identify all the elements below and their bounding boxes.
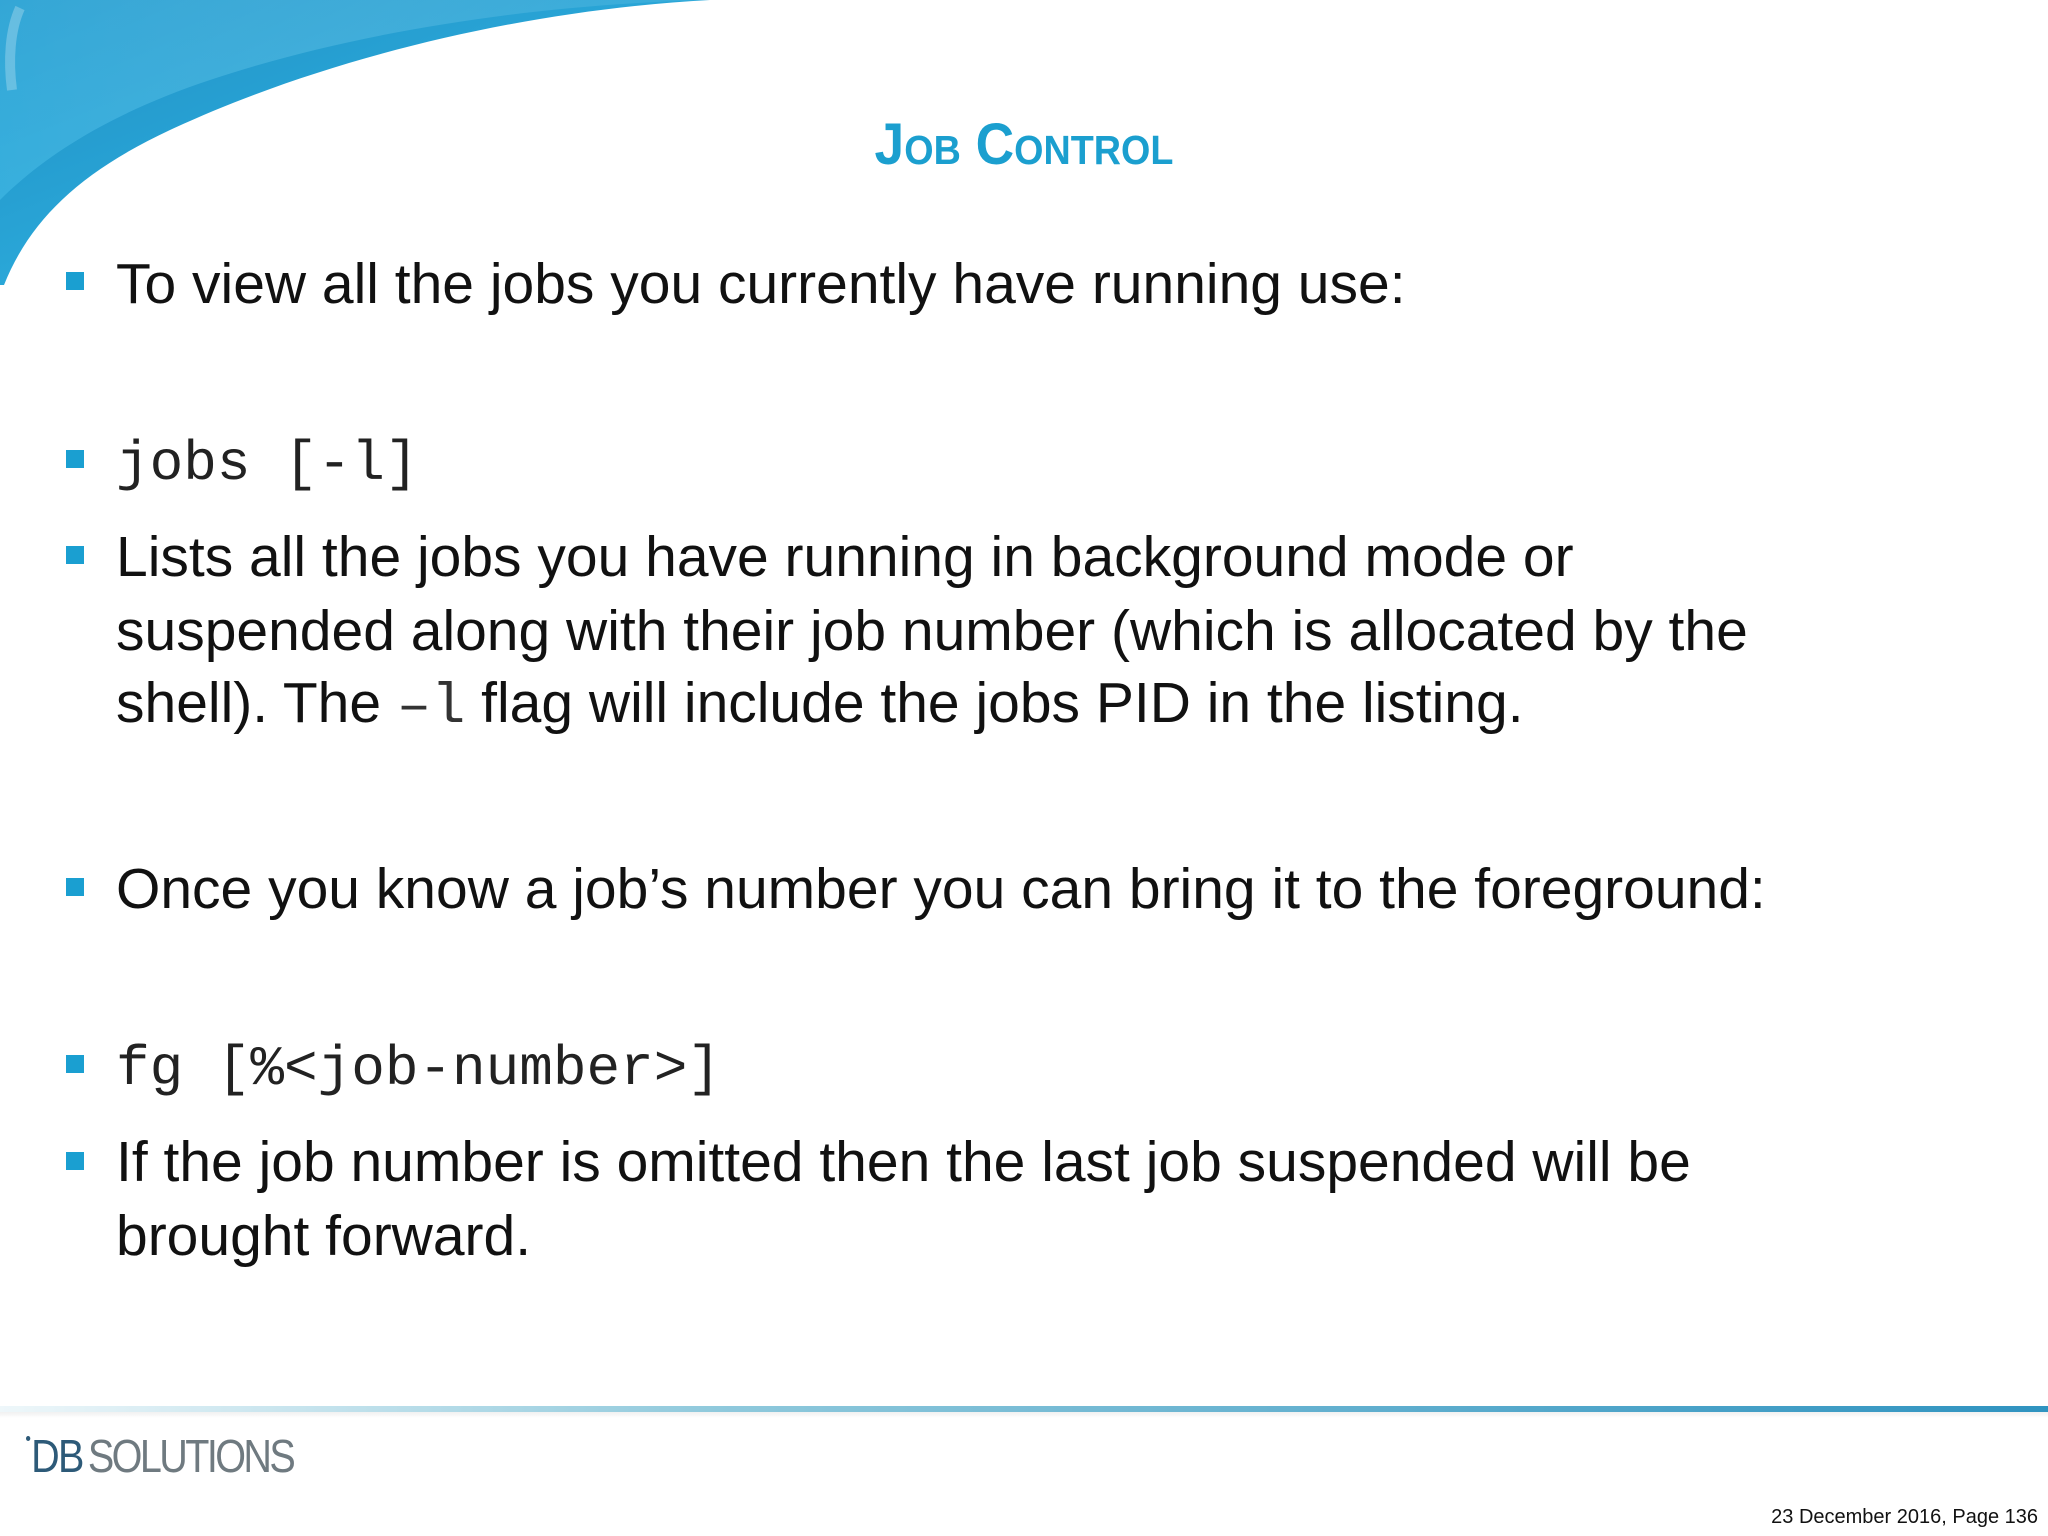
bullet-text-foreground: Once you know a job’s number you can bring it to the foreground:: [116, 857, 1766, 921]
bullet-marker: [66, 878, 84, 896]
slide-title: Job Control: [874, 112, 1174, 177]
code-fg-command: fg [%<job-number>]: [116, 1037, 721, 1101]
company-logo: [26, 1426, 293, 1486]
bullet-text-view-jobs: To view all the jobs you currently have running use:: [116, 252, 1406, 316]
bullet-text-lists-jobs-line2: suspended along with their job number (which is allocated by the: [116, 599, 1748, 663]
logo-text: SOLUTIONS: [87, 1430, 294, 1482]
bullet-marker: [66, 272, 84, 290]
bullet-text-omitted-line2: brought forward.: [116, 1204, 532, 1268]
inline-code-flag: –l: [396, 676, 466, 740]
bullet-text-lists-jobs-line3: [116, 666, 1986, 745]
code-jobs-command: jobs [-l]: [116, 432, 419, 496]
line3-suffix: flag will include the jobs PID in the listing.: [465, 671, 1524, 735]
bullet-marker: [66, 1152, 84, 1170]
line3-prefix: shell). The: [116, 671, 397, 735]
footer-date-page: 23 December 2016, Page 136: [1771, 1506, 2038, 1528]
bullet-text-lists-jobs-line1: Lists all the jobs you have running in background mode or: [116, 525, 1574, 589]
logo-mark: DB: [31, 1430, 83, 1482]
bullet-marker: [66, 546, 84, 564]
bullet-text-omitted-line1: If the job number is omitted then the last job suspended will be: [116, 1130, 1691, 1194]
bullet-marker: [66, 450, 84, 468]
logo-dot-icon: [26, 1436, 30, 1441]
footer-divider-shadow: [0, 1412, 2048, 1418]
bullet-marker: [66, 1055, 84, 1073]
